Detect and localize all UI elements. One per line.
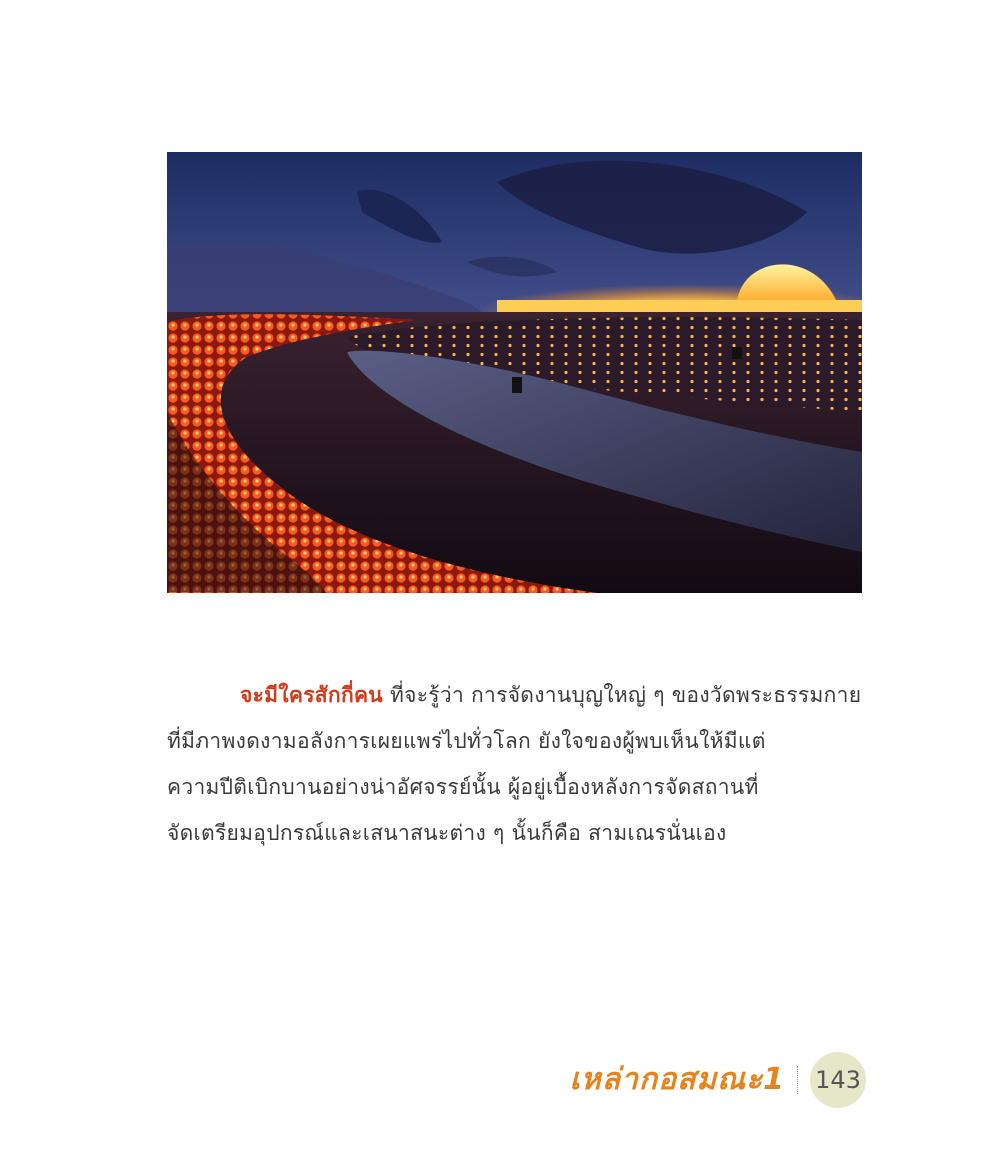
line-1-text: ที่จะรู้ว่า การจัดงานบุญใหญ่ ๆ ของวัดพระธรรมกาย (382, 683, 862, 707)
footer-divider (797, 1066, 798, 1094)
paragraph-line-4: จัดเตรียมอุปกรณ์และเสนาสนะต่าง ๆ นั้นก็คือ สามเณรนั่นเอง (167, 821, 727, 845)
paragraph-line-1 (167, 672, 867, 718)
paragraph-line-2: ที่มีภาพงดงามอลังการเผยแพร่ไปทั่วโลก ยังใจของผู้พบเห็นให้มีแต่ (167, 729, 766, 753)
lead-phrase: จะมีใครสักกี่คน (240, 683, 383, 707)
paragraph-line-3: ความปีติเบิกบานอย่างน่าอัศจรรย์นั้น ผู้อยู่เบื้องหลังการจัดสถานที่ (167, 775, 759, 799)
article-paragraph (167, 672, 867, 856)
ceremony-photo (167, 152, 862, 593)
book-title: เหล่ากอสมณะ1 (569, 1062, 785, 1097)
page-number: 143 (815, 1066, 861, 1094)
